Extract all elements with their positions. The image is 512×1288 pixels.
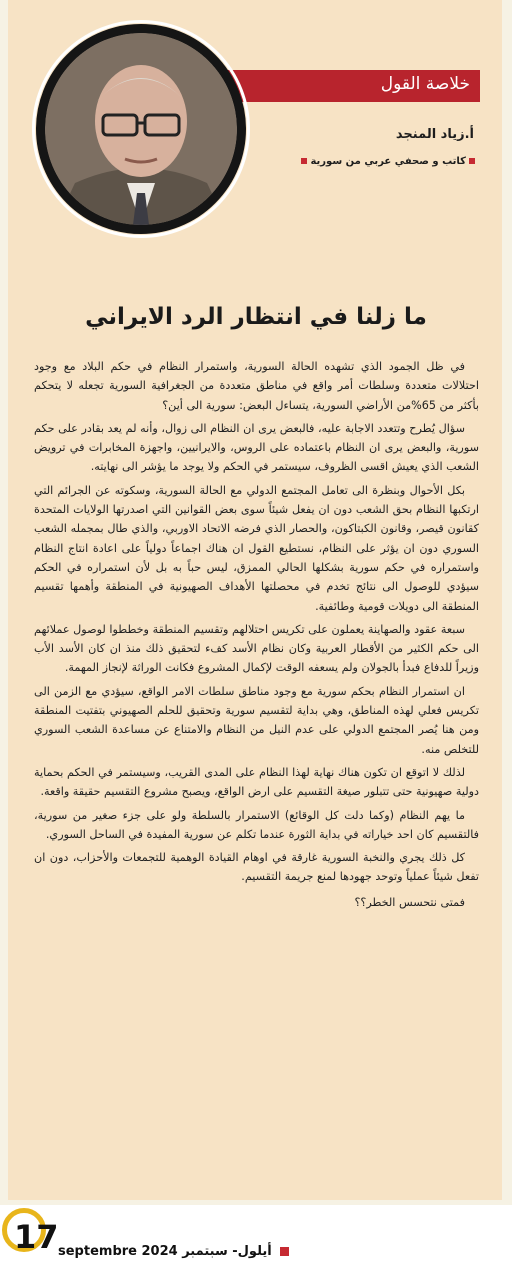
author-portrait: [36, 24, 246, 234]
footer-date-fr: septembre 2024: [58, 1244, 178, 1259]
footer-date-ar: أيلول- سبتمبر: [182, 1244, 272, 1259]
article-paragraph: كل ذلك يجري والنخبة السورية غارقة في اوهام القيادة الوهمية للتجمعات والأحزاب، دون ان تفعل شيئاً عملياً وتوحد جهودها لمنع جريمة التقسيم.: [34, 851, 479, 884]
bullet-icon: [469, 158, 475, 164]
article-paragraph: ما يهم النظام (وكما دلت كل الوقائع) الاستمرار بالسلطة ولو على جزء صغير من سورية، فالتقسيم كان احد خياراته في بداية الثورة عندما تكلم عن سورية المفيدة في الساحل السوري.: [34, 808, 479, 841]
bullet-icon: [301, 158, 307, 164]
author-role-text: كاتب و صحفي عربي من سورية: [310, 156, 466, 167]
article-body: [34, 357, 479, 916]
article-paragraph: سبعة عقود والصهاينة يعملون على تكريس احتلالهم وتقسيم المنطقة وخططوا لوصول عملائهم الى حكم الكثير من الأقطار العربية وكان نظام الأسد كفء لتحقيق ذلك منذ ان كان الأسد الأب وزيراً للدفاع فبدأ بالجولان ولم يسعفه الوقت لإكمال المشروع فكانت الوراثة لإنجاز المهمة.: [34, 622, 479, 675]
column-name: خلاصة القول: [380, 74, 470, 94]
page-number: 17: [14, 1218, 59, 1256]
column-banner: [222, 70, 480, 102]
footer-square-icon: [280, 1247, 289, 1256]
article-paragraph: في ظل الجمود الذي تشهده الحالة السورية، واستمرار النظام في حكم البلاد مع وجود احتلالات متعددة وسلطات أمر واقع في مناطق متعددة من الجغرافية السورية تجعله لا يتحكم بأكثر من 65%من الأراضي السورية، يتساءل البعض: سورية الى أين؟: [34, 360, 479, 412]
article-closing: فمتى نتحسس الخطر؟؟: [354, 895, 465, 909]
article-headline: ما زلنا في انتظار الرد الايراني: [85, 304, 427, 330]
article-paragraph: لذلك لا اتوقع ان تكون هناك نهاية لهذا النظام على المدى القريب، وسيستمر في الحكم بحماية دولية صهيونية حتى تتبلور صيغة التقسيم على ارض الواقع، ويصبح مشروع التقسيم حقيقة واقعة.: [34, 765, 479, 799]
author-name: أ.زياد المنجد: [395, 127, 474, 142]
article-paragraph: بكل الأحوال وبنظرة الى تعامل المجتمع الدولي مع الحالة السورية، وسكوته عن الجرائم التي ارتكبها النظام بحق الشعب دون ان يفعل شيئاً سوى بعض القوانين التي اصدرتها الولايات المتحدة كقانون قيصر، وقانون الكبتاكون، والحصار الذي فرضه الاتحاد الاوربي، والذي طال بمجمله الشعب السوري دون ان يؤثر على النظام، نستطيع القول ان هناك اجماعاً دولياً على اعادة انتاج النظام واستمراره في حكم سورية بشكلها الحالي الممزق، ليس حباً به بل لأن استمراره في الحكم سيؤدي للوصول الى نتائج تخدم في محصلتها الأهداف الصهيونية في المنطقة وأهمها تقسيم المنطقة الى دويلات قومية وطائفية.: [34, 483, 479, 613]
portrait-photo: [45, 33, 237, 225]
author-role: [298, 156, 478, 167]
article-paragraph: سؤال يُطرح وتتعدد الاجابة عليه، فالبعض يرى ان النظام الى زوال، وأنه لم يعد بقادر على حكم سورية، والبعض يرى ان النظام باعتماده على الروس، والايرانيين، واجهزة المخابرات في ترويض الشعب الذي يعيش اقسى الظروف، سيستمر في الحكم ولا يوجد ما يؤشر الى نهايته.: [34, 421, 479, 474]
portrait-illustration-icon: [45, 33, 237, 225]
article-paragraph: ان استمرار النظام بحكم سورية مع وجود مناطق سلطات الامر الواقع، سيؤدي مع الزمن الى تكريس فعلي لهذه المناطق، وهي بداية لتقسيم سورية وتحقيق للحلم الصهيوني بتفتيت المنطقة ومن هنا يُصر المجتمع الدولي على عدم النيل من النظام والامتناع عن مساعدة الشعب السوري للتخلص منه.: [34, 684, 479, 756]
footer-date: [58, 1244, 289, 1259]
